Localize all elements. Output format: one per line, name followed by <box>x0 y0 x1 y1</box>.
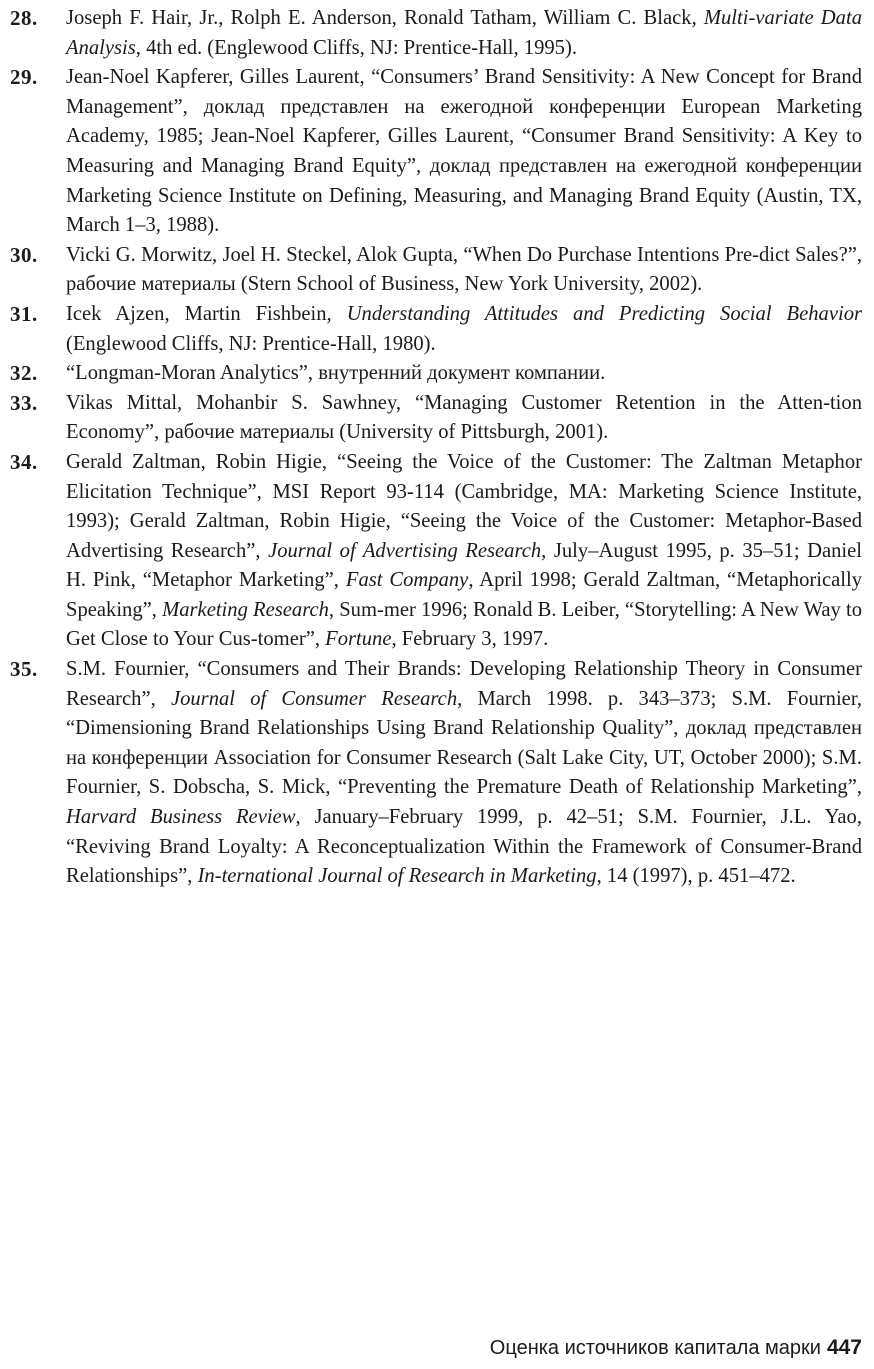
reference-text <box>66 241 862 300</box>
reference-text-segment: , April 1998; Gerald Zaltman, “Metaphorically Speaking”, <box>66 569 863 621</box>
reference-text-segment: , March 1998. p. 343–373; S.M. Fournier, “Dimensioning Brand Relationships Using Brand Relationship Quality”, доклад представлен на конференции Association for Consumer Research (Salt Lake City, UT, October 2000); S.M. Fournier, S. Dobscha, S. Mick, “Preventing the Premature Death of Relationship Marketing”, <box>66 687 863 799</box>
reference-text-segment: “Longman-Moran Analytics”, внутренний документ компании. <box>66 362 606 385</box>
publication-title: Fast Company <box>345 569 469 592</box>
publication-title: In-ternational Journal of Research in Marketing <box>197 865 597 888</box>
running-title: Оценка источников капитала марки <box>489 1337 821 1359</box>
publication-title: Journal of Consumer Research <box>170 687 458 710</box>
reference-entry <box>10 241 862 300</box>
reference-entry <box>10 655 862 892</box>
reference-number: 32. <box>10 361 38 386</box>
reference-text-segment: , February 3, 1997. <box>391 628 549 651</box>
reference-text-segment: , January–February 1999, p. 42–51; S.M. Fournier, J.L. Yao, “Reviving Brand Loyalty: A Reconceptualization Within the Framework of Consumer-Brand Relationships”, <box>66 806 862 888</box>
reference-text-segment: Icek Ajzen, Martin Fishbein, <box>66 302 347 325</box>
reference-entry <box>10 389 862 448</box>
reference-number: 33. <box>10 390 38 415</box>
reference-text <box>66 63 862 241</box>
publication-title: Marketing Research <box>162 598 329 621</box>
publication-title: Journal of Advertising Research <box>268 539 542 562</box>
reference-text <box>66 300 862 359</box>
reference-number: 34. <box>10 449 38 474</box>
reference-text-segment: (Englewood Cliffs, NJ: Prentice-Hall, 1980). <box>66 332 436 355</box>
reference-text <box>66 4 862 63</box>
reference-text-segment: , 4th ed. (Englewood Cliffs, NJ: Prentice-Hall, 1995). <box>135 36 577 59</box>
reference-text-segment: Vicki G. Morwitz, Joel H. Steckel, Alok Gupta, “When Do Purchase Intentions Pre-dict Sales?”, рабочие материалы (Stern School of Business, New York University, 2002). <box>66 243 862 296</box>
page-number: 447 <box>826 1336 862 1359</box>
reference-text-segment: S.M. Fournier, “Consumers and Their Brands: Developing Relationship Theory in Consumer Research”, <box>66 658 862 710</box>
reference-number: 29. <box>10 65 38 90</box>
reference-entry <box>10 448 862 655</box>
reference-entry <box>10 359 862 389</box>
reference-number: 28. <box>10 6 38 30</box>
reference-text-segment: , July–August 1995, p. 35–51; Daniel H. Pink, “Metaphor Marketing”, <box>66 539 862 592</box>
reference-list <box>10 4 862 892</box>
publication-title: Understanding Attitudes and Predicting Social Behavior <box>346 302 863 325</box>
publication-title: Harvard Business Review <box>66 806 296 829</box>
publication-title: Fortune <box>325 628 392 651</box>
reference-number: 35. <box>10 657 38 682</box>
reference-text-segment: , Sum-mer 1996; Ronald B. Leiber, “Storytelling: A New Way to Get Close to Your Cus-tomer”, <box>66 598 862 651</box>
reference-number: 31. <box>10 301 38 326</box>
publication-title: Multi-variate Data Analysis <box>66 7 862 59</box>
reference-text-segment: Gerald Zaltman, Robin Higie, “Seeing the Voice of the Customer: The Zaltman Metaphor Elicitation Technique”, MSI Report 93-114 (Cambridge, MA: Marketing Science Institute, 1993); Gerald Zaltman, Robin Higie, “Seeing the Voice of the Customer: Metaphor-Based Advertising Research”, <box>66 450 862 562</box>
reference-entry <box>10 300 862 359</box>
reference-text <box>66 389 862 448</box>
reference-entry <box>10 4 862 63</box>
reference-text-segment: , 14 (1997), p. 451–472. <box>596 865 796 888</box>
reference-number: 30. <box>10 242 38 267</box>
reference-text-segment: Jean-Noel Kapferer, Gilles Laurent, “Consumers’ Brand Sensitivity: A New Concept for Brand Management”, доклад представлен на ежегодной конференции European Marketing Academy, 1985; Jean-Noel Kapferer, Gilles Laurent, “Consumer Brand Sensitivity: A Key to Measuring and Managing Brand Equity”, доклад представлен на ежегодной конференции Marketing Science Institute on Defining, Measuring, and Managing Brand Equity (Austin, TX, March 1–3, 1988). <box>66 66 862 237</box>
reference-text-segment: Joseph F. Hair, Jr., Rolph E. Anderson, Ronald Tatham, William C. Black, <box>66 7 704 29</box>
reference-text <box>66 359 862 389</box>
reference-entry <box>10 63 862 241</box>
reference-text <box>66 655 862 892</box>
reference-text <box>66 448 862 655</box>
page-footer <box>490 1336 862 1360</box>
reference-text-segment: Vikas Mittal, Mohanbir S. Sawhney, “Managing Customer Retention in the Atten-tion Economy”, рабочие материалы (University of Pittsburgh, 2001). <box>66 391 862 444</box>
